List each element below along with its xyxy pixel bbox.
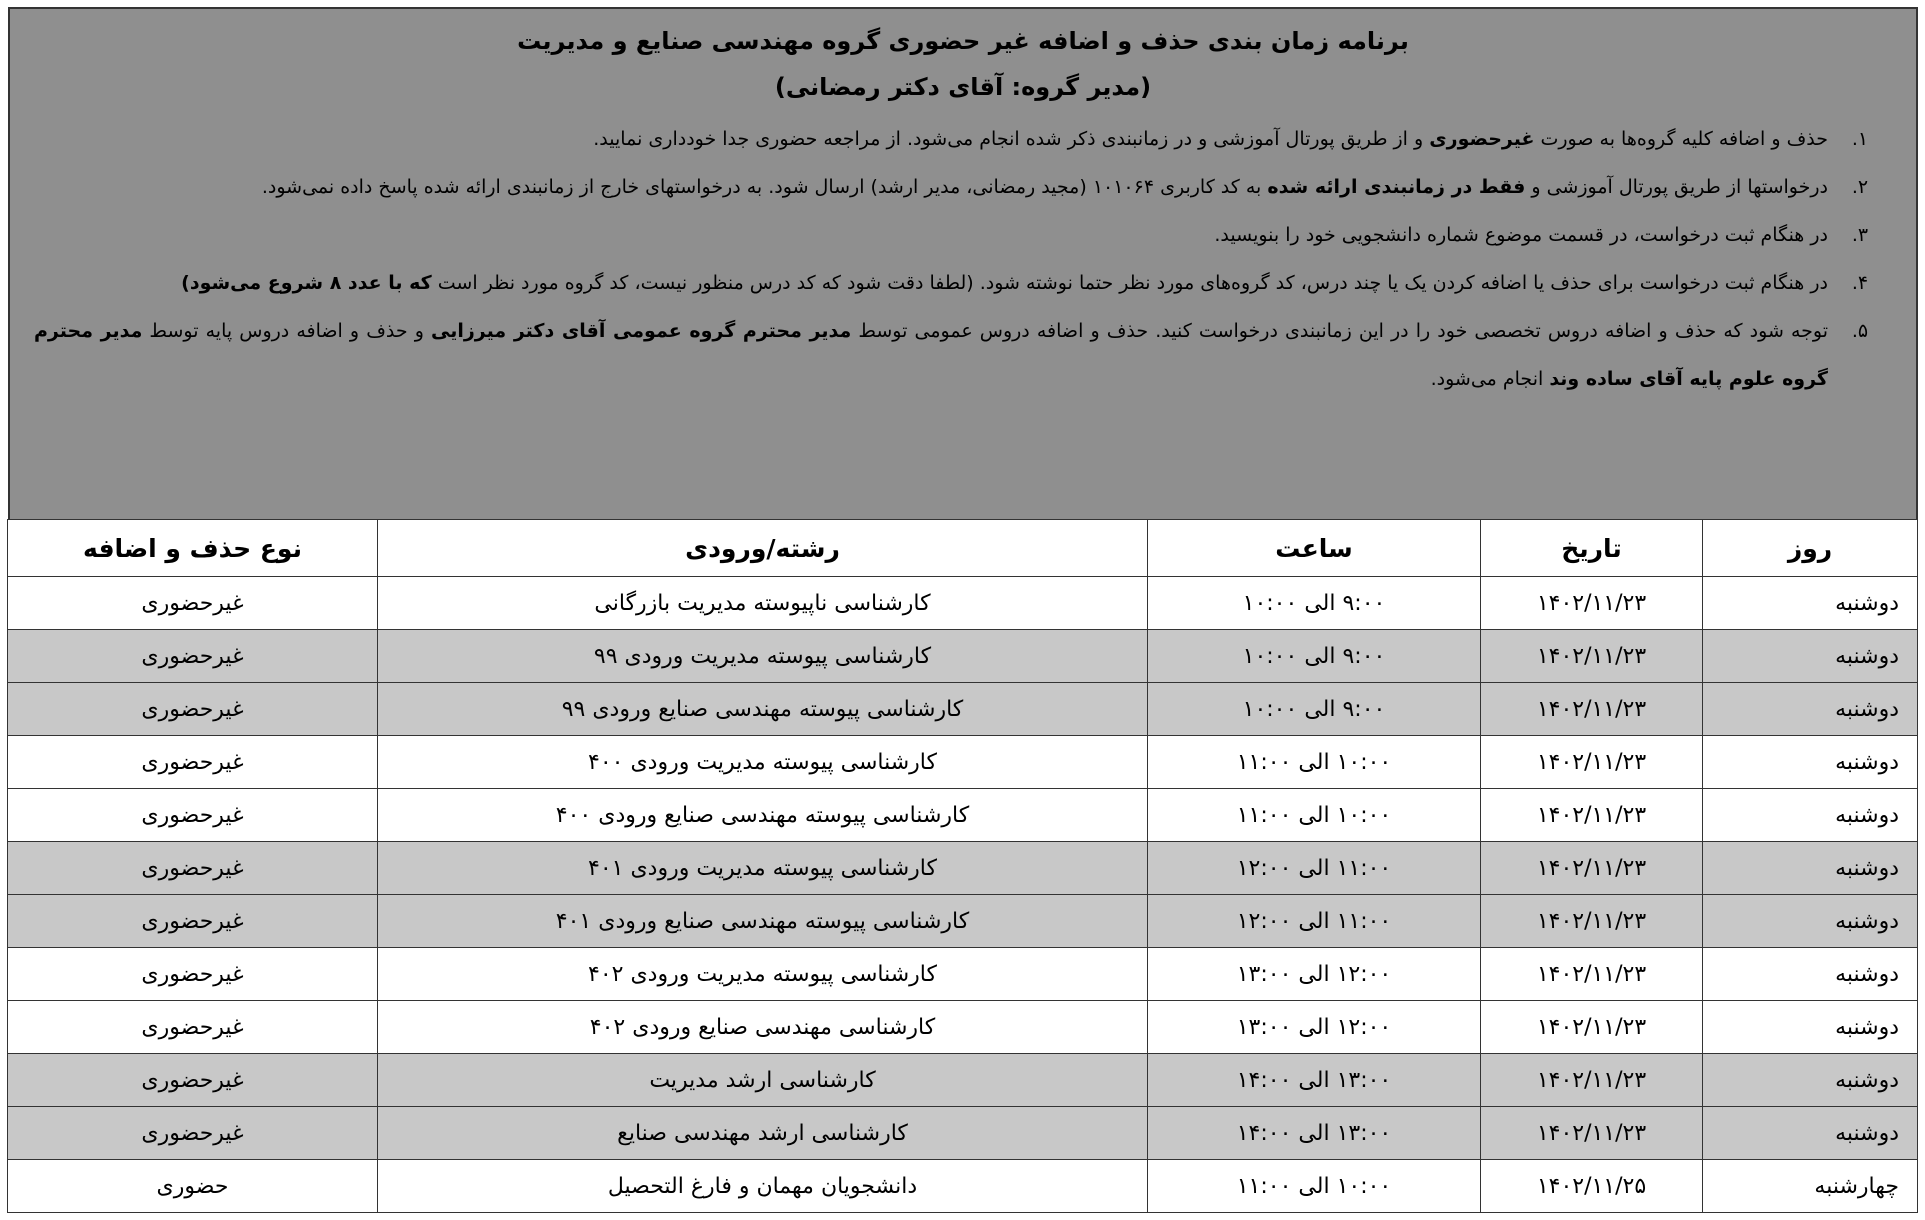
cell-day: دوشنبه — [1703, 683, 1918, 736]
cell-date: ۱۴۰۲/۱۱/۲۳ — [1481, 1107, 1703, 1160]
cell-field: کارشناسی پیوسته مهندسی صنایع ورودی ۴۰۰ — [378, 789, 1148, 842]
schedule-document — [8, 7, 1918, 1213]
table-row — [8, 1054, 1918, 1107]
table-row — [8, 630, 1918, 683]
cell-type: غیرحضوری — [8, 789, 378, 842]
cell-type: غیرحضوری — [8, 1001, 378, 1054]
cell-field: کارشناسی پیوسته مدیریت ورودی ۴۰۰ — [378, 736, 1148, 789]
cell-time: ۱۱:۰۰ الی ۱۲:۰۰ — [1148, 895, 1481, 948]
table-row — [8, 842, 1918, 895]
table-row — [8, 1160, 1918, 1213]
cell-type: غیرحضوری — [8, 577, 378, 630]
table-row — [8, 1107, 1918, 1160]
cell-field: کارشناسی ارشد مهندسی صنایع — [378, 1107, 1148, 1160]
rule-number: ۲. — [1851, 176, 1869, 198]
cell-day: دوشنبه — [1703, 630, 1918, 683]
cell-field: کارشناسی ناپیوسته مدیریت بازرگانی — [378, 577, 1148, 630]
cell-time: ۱۳:۰۰ الی ۱۴:۰۰ — [1148, 1054, 1481, 1107]
cell-time: ۹:۰۰ الی ۱۰:۰۰ — [1148, 683, 1481, 736]
cell-date: ۱۴۰۲/۱۱/۲۳ — [1481, 577, 1703, 630]
cell-time: ۹:۰۰ الی ۱۰:۰۰ — [1148, 577, 1481, 630]
cell-type: غیرحضوری — [8, 842, 378, 895]
table-row — [8, 789, 1918, 842]
cell-type: غیرحضوری — [8, 1107, 378, 1160]
cell-day: دوشنبه — [1703, 736, 1918, 789]
notice-header — [8, 7, 1918, 519]
cell-field: دانشجویان مهمان و فارغ التحصیل — [378, 1160, 1148, 1213]
header-field: رشته/ورودی — [378, 520, 1148, 577]
cell-time: ۱۱:۰۰ الی ۱۲:۰۰ — [1148, 842, 1481, 895]
cell-type: غیرحضوری — [8, 683, 378, 736]
cell-type: غیرحضوری — [8, 736, 378, 789]
rule-text: درخواستها از طریق پورتال آموزشی و فقط در زمانبندی ارائه شده به کد کاربری ۱۰۱۰۶۴ (مجید رمضانی، مدیر ارشد) ارسال شود. به درخواستهای خارج از زمانبندی ارائه شده پاسخ داده نمی‌شود. — [261, 176, 1828, 198]
cell-type: غیرحضوری — [8, 630, 378, 683]
cell-day: دوشنبه — [1703, 948, 1918, 1001]
rule-text: در هنگام ثبت درخواست برای حذف یا اضافه کردن یک یا چند درس، کد گروه‌های مورد نظر حتما نوشته شود. (لطفا دقت شود که کد درس منظور نیست، کد گروه مورد نظر است که با عدد ۸ شروع می‌شود) — [181, 272, 1828, 294]
rule-number: ۵. — [1851, 320, 1869, 342]
cell-date: ۱۴۰۲/۱۱/۲۳ — [1481, 683, 1703, 736]
cell-time: ۹:۰۰ الی ۱۰:۰۰ — [1148, 630, 1481, 683]
cell-time: ۱۰:۰۰ الی ۱۱:۰۰ — [1148, 736, 1481, 789]
cell-type: حضوری — [8, 1160, 378, 1213]
rule-text: حذف و اضافه کلیه گروه‌ها به صورت غیرحضوری و از طریق پورتال آموزشی و در زمانبندی ذکر شده انجام می‌شود. از مراجعه حضوری جدا خودداری نمایید. — [593, 128, 1828, 150]
table-row — [8, 683, 1918, 736]
cell-date: ۱۴۰۲/۱۱/۲۳ — [1481, 842, 1703, 895]
cell-date: ۱۴۰۲/۱۱/۲۳ — [1481, 630, 1703, 683]
cell-time: ۱۰:۰۰ الی ۱۱:۰۰ — [1148, 1160, 1481, 1213]
header-type: نوع حذف و اضافه — [8, 520, 378, 577]
cell-date: ۱۴۰۲/۱۱/۲۳ — [1481, 736, 1703, 789]
cell-field: کارشناسی پیوسته مهندسی صنایع ورودی ۹۹ — [378, 683, 1148, 736]
schedule-table — [7, 519, 1918, 1213]
cell-time: ۱۲:۰۰ الی ۱۳:۰۰ — [1148, 948, 1481, 1001]
cell-type: غیرحضوری — [8, 895, 378, 948]
cell-day: دوشنبه — [1703, 577, 1918, 630]
rule-item — [34, 163, 1892, 211]
table-row — [8, 577, 1918, 630]
rule-text: توجه شود که حذف و اضافه دروس تخصصی خود را در این زمانبندی درخواست کنید. حذف و اضافه دروس عمومی توسط مدیر محترم گروه عمومی آقای دکتر میرزایی و حذف و اضافه دروس پایه توسط مدیر محترم گروه علوم پایه آقای ساده وند انجام می‌شود. — [34, 320, 1828, 390]
rule-item — [34, 307, 1892, 403]
cell-time: ۱۲:۰۰ الی ۱۳:۰۰ — [1148, 1001, 1481, 1054]
cell-type: غیرحضوری — [8, 1054, 378, 1107]
rule-item — [34, 211, 1892, 259]
cell-type: غیرحضوری — [8, 948, 378, 1001]
header-date: تاریخ — [1481, 520, 1703, 577]
cell-day: دوشنبه — [1703, 1001, 1918, 1054]
rule-number: ۴. — [1851, 272, 1869, 294]
cell-date: ۱۴۰۲/۱۱/۲۳ — [1481, 1001, 1703, 1054]
page-subtitle: (مدیر گروه: آقای دکتر رمضانی) — [774, 73, 1152, 101]
cell-day: دوشنبه — [1703, 895, 1918, 948]
header-day: روز — [1703, 520, 1918, 577]
rule-item — [34, 259, 1892, 307]
cell-day: دوشنبه — [1703, 842, 1918, 895]
cell-date: ۱۴۰۲/۱۱/۲۵ — [1481, 1160, 1703, 1213]
table-header-row — [8, 520, 1918, 577]
rules-list — [34, 115, 1892, 403]
cell-date: ۱۴۰۲/۱۱/۲۳ — [1481, 789, 1703, 842]
cell-day: دوشنبه — [1703, 1054, 1918, 1107]
cell-time: ۱۳:۰۰ الی ۱۴:۰۰ — [1148, 1107, 1481, 1160]
cell-day: دوشنبه — [1703, 1107, 1918, 1160]
cell-field: کارشناسی پیوسته مدیریت ورودی ۹۹ — [378, 630, 1148, 683]
table-row — [8, 1001, 1918, 1054]
header-time: ساعت — [1148, 520, 1481, 577]
cell-day: دوشنبه — [1703, 789, 1918, 842]
page-title: برنامه زمان بندی حذف و اضافه غیر حضوری گروه مهندسی صنایع و مدیریت — [517, 27, 1409, 55]
cell-date: ۱۴۰۲/۱۱/۲۳ — [1481, 1054, 1703, 1107]
rule-text: در هنگام ثبت درخواست، در قسمت موضوع شماره دانشجویی خود را بنویسید. — [1214, 224, 1828, 246]
cell-field: کارشناسی ارشد مدیریت — [378, 1054, 1148, 1107]
cell-field: کارشناسی پیوسته مدیریت ورودی ۴۰۱ — [378, 842, 1148, 895]
cell-date: ۱۴۰۲/۱۱/۲۳ — [1481, 948, 1703, 1001]
cell-time: ۱۰:۰۰ الی ۱۱:۰۰ — [1148, 789, 1481, 842]
table-row — [8, 948, 1918, 1001]
rule-number: ۳. — [1851, 224, 1869, 246]
rule-item — [34, 115, 1892, 163]
cell-field: کارشناسی پیوسته مدیریت ورودی ۴۰۲ — [378, 948, 1148, 1001]
rule-number: ۱. — [1851, 128, 1869, 150]
cell-field: کارشناسی مهندسی صنایع ورودی ۴۰۲ — [378, 1001, 1148, 1054]
table-row — [8, 736, 1918, 789]
cell-day: چهارشنبه — [1703, 1160, 1918, 1213]
table-row — [8, 895, 1918, 948]
cell-date: ۱۴۰۲/۱۱/۲۳ — [1481, 895, 1703, 948]
cell-field: کارشناسی پیوسته مهندسی صنایع ورودی ۴۰۱ — [378, 895, 1148, 948]
